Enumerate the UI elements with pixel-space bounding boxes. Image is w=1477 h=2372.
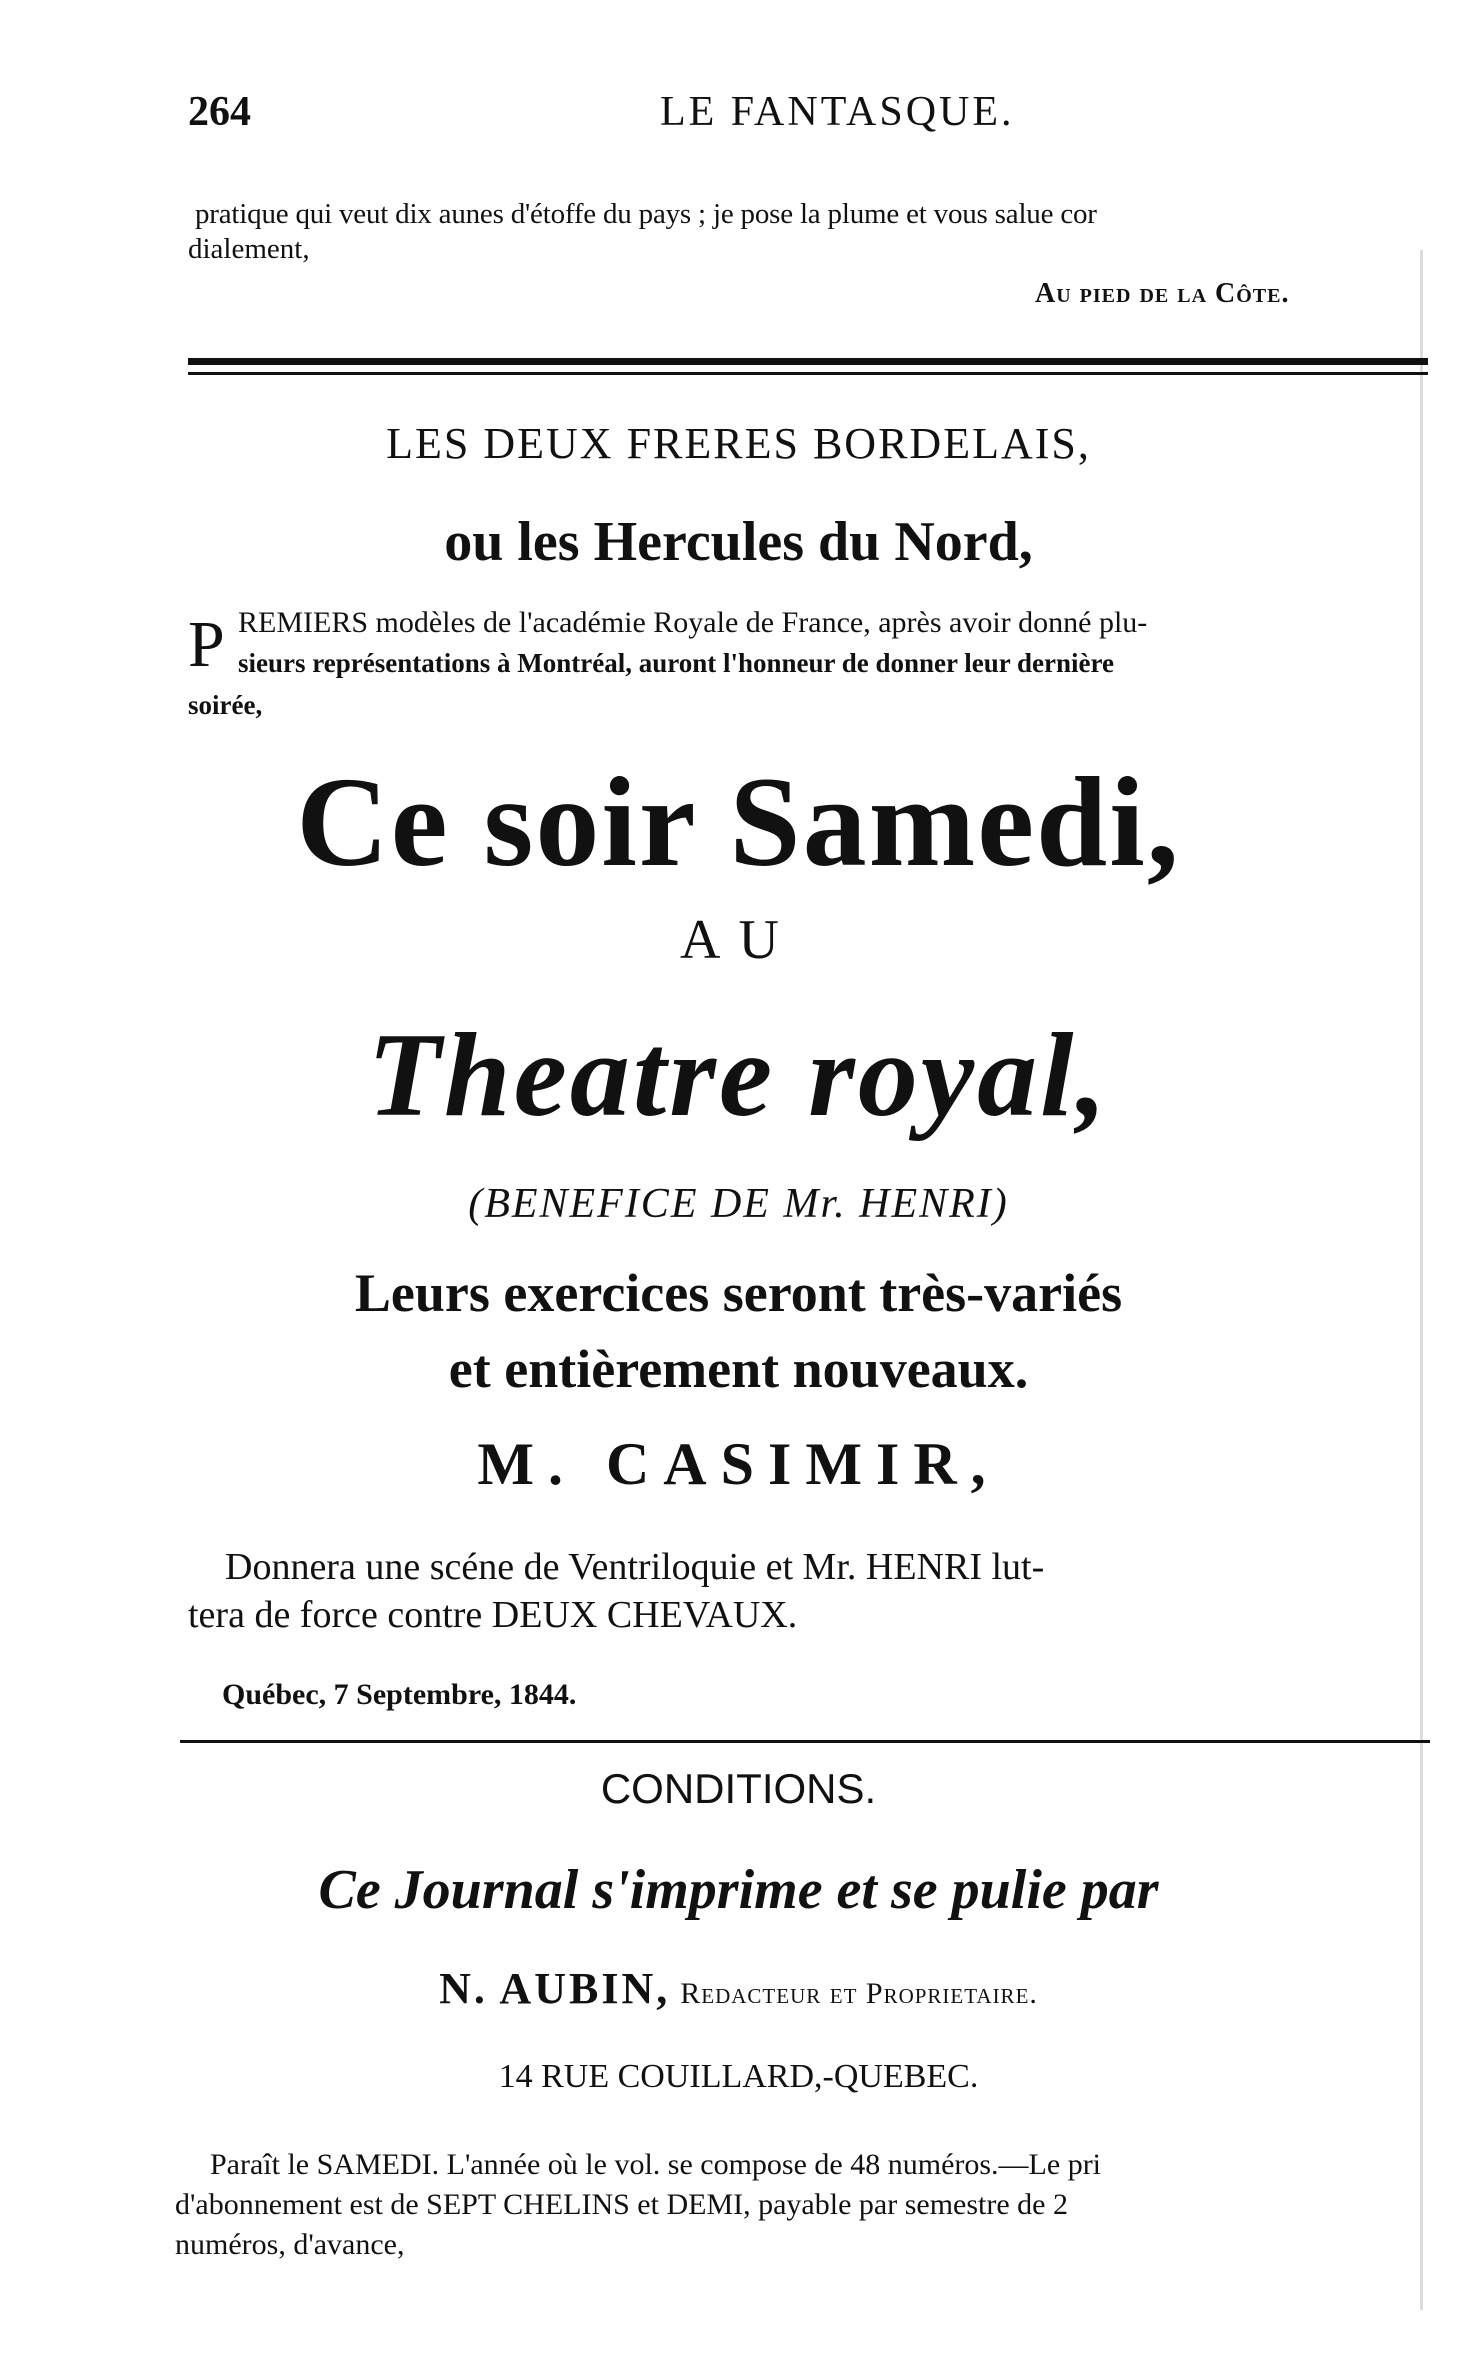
running-title: LE FANTASQUE. (660, 89, 1015, 135)
section-divider-thin (188, 372, 1428, 375)
letter-line-1: pratique qui veut dix aunes d'étoffe du pays ; je pose la plume et vous salue cor (195, 198, 1097, 230)
conditions-subheading: Ce Journal s'imprime et se pulie par (318, 1859, 1159, 1921)
publisher-name: N. AUBIN, (439, 1964, 671, 2013)
headline-theatre-royal: Theatre royal, (367, 1008, 1110, 1141)
terms-line-3: numéros, d'avance, (175, 2228, 405, 2261)
notice-paragraph-line-3: soirée, (188, 690, 263, 720)
publisher-line (0, 1963, 1477, 2014)
notice-paragraph-line-2: sieurs représentations à Montréal, auront l'honneur de donner leur dernière (238, 648, 1114, 678)
page-number: 264 (188, 89, 251, 135)
letter-signature: Au pied de la Côte. (1035, 278, 1290, 309)
headline-ce-soir-samedi: Ce soir Samedi, (296, 751, 1181, 893)
benefice-line: (BENEFICE DE Mr. HENRI) (468, 1181, 1009, 1227)
terms-line-2: d'abonnement est de SEPT CHELINS et DEMI, payable par semestre de 2 (175, 2188, 1068, 2221)
headline-au: AU (680, 909, 797, 971)
conditions-heading: CONDITIONS. (600, 1765, 877, 1812)
publisher-role: Redacteur et Proprietaire. (680, 1977, 1038, 2010)
letter-line-2: dialement, (188, 233, 310, 265)
publisher-address: 14 RUE COUILLARD,-QUEBEC. (498, 2058, 979, 2095)
performer-description-line-2: tera de force contre DEUX CHEVAUX. (188, 1594, 798, 1636)
notice-title-2: ou les Hercules du Nord, (444, 511, 1033, 573)
conditions-divider (180, 1740, 1430, 1743)
notice-paragraph-line-1: REMIERS modèles de l'académie Royale de France, après avoir donné plu- (238, 606, 1148, 639)
drop-cap: P (188, 608, 225, 681)
exercices-line-1: Leurs exercices seront très-variés (354, 1263, 1123, 1323)
performer-name: M. CASIMIR, (477, 1431, 1000, 1497)
section-divider-thick (188, 358, 1428, 365)
notice-title-1: LES DEUX FRERES BORDELAIS, (386, 419, 1091, 468)
exercices-line-2: et entièrement nouveaux. (448, 1339, 1029, 1399)
performer-description-line-1: Donnera une scéne de Ventriloquie et Mr. HENRI lut- (225, 1546, 1045, 1588)
terms-line-1: Paraît le SAMEDI. L'année où le vol. se compose de 48 numéros.—Le pri (210, 2148, 1102, 2181)
dateline: Québec, 7 Septembre, 1844. (222, 1678, 577, 1711)
